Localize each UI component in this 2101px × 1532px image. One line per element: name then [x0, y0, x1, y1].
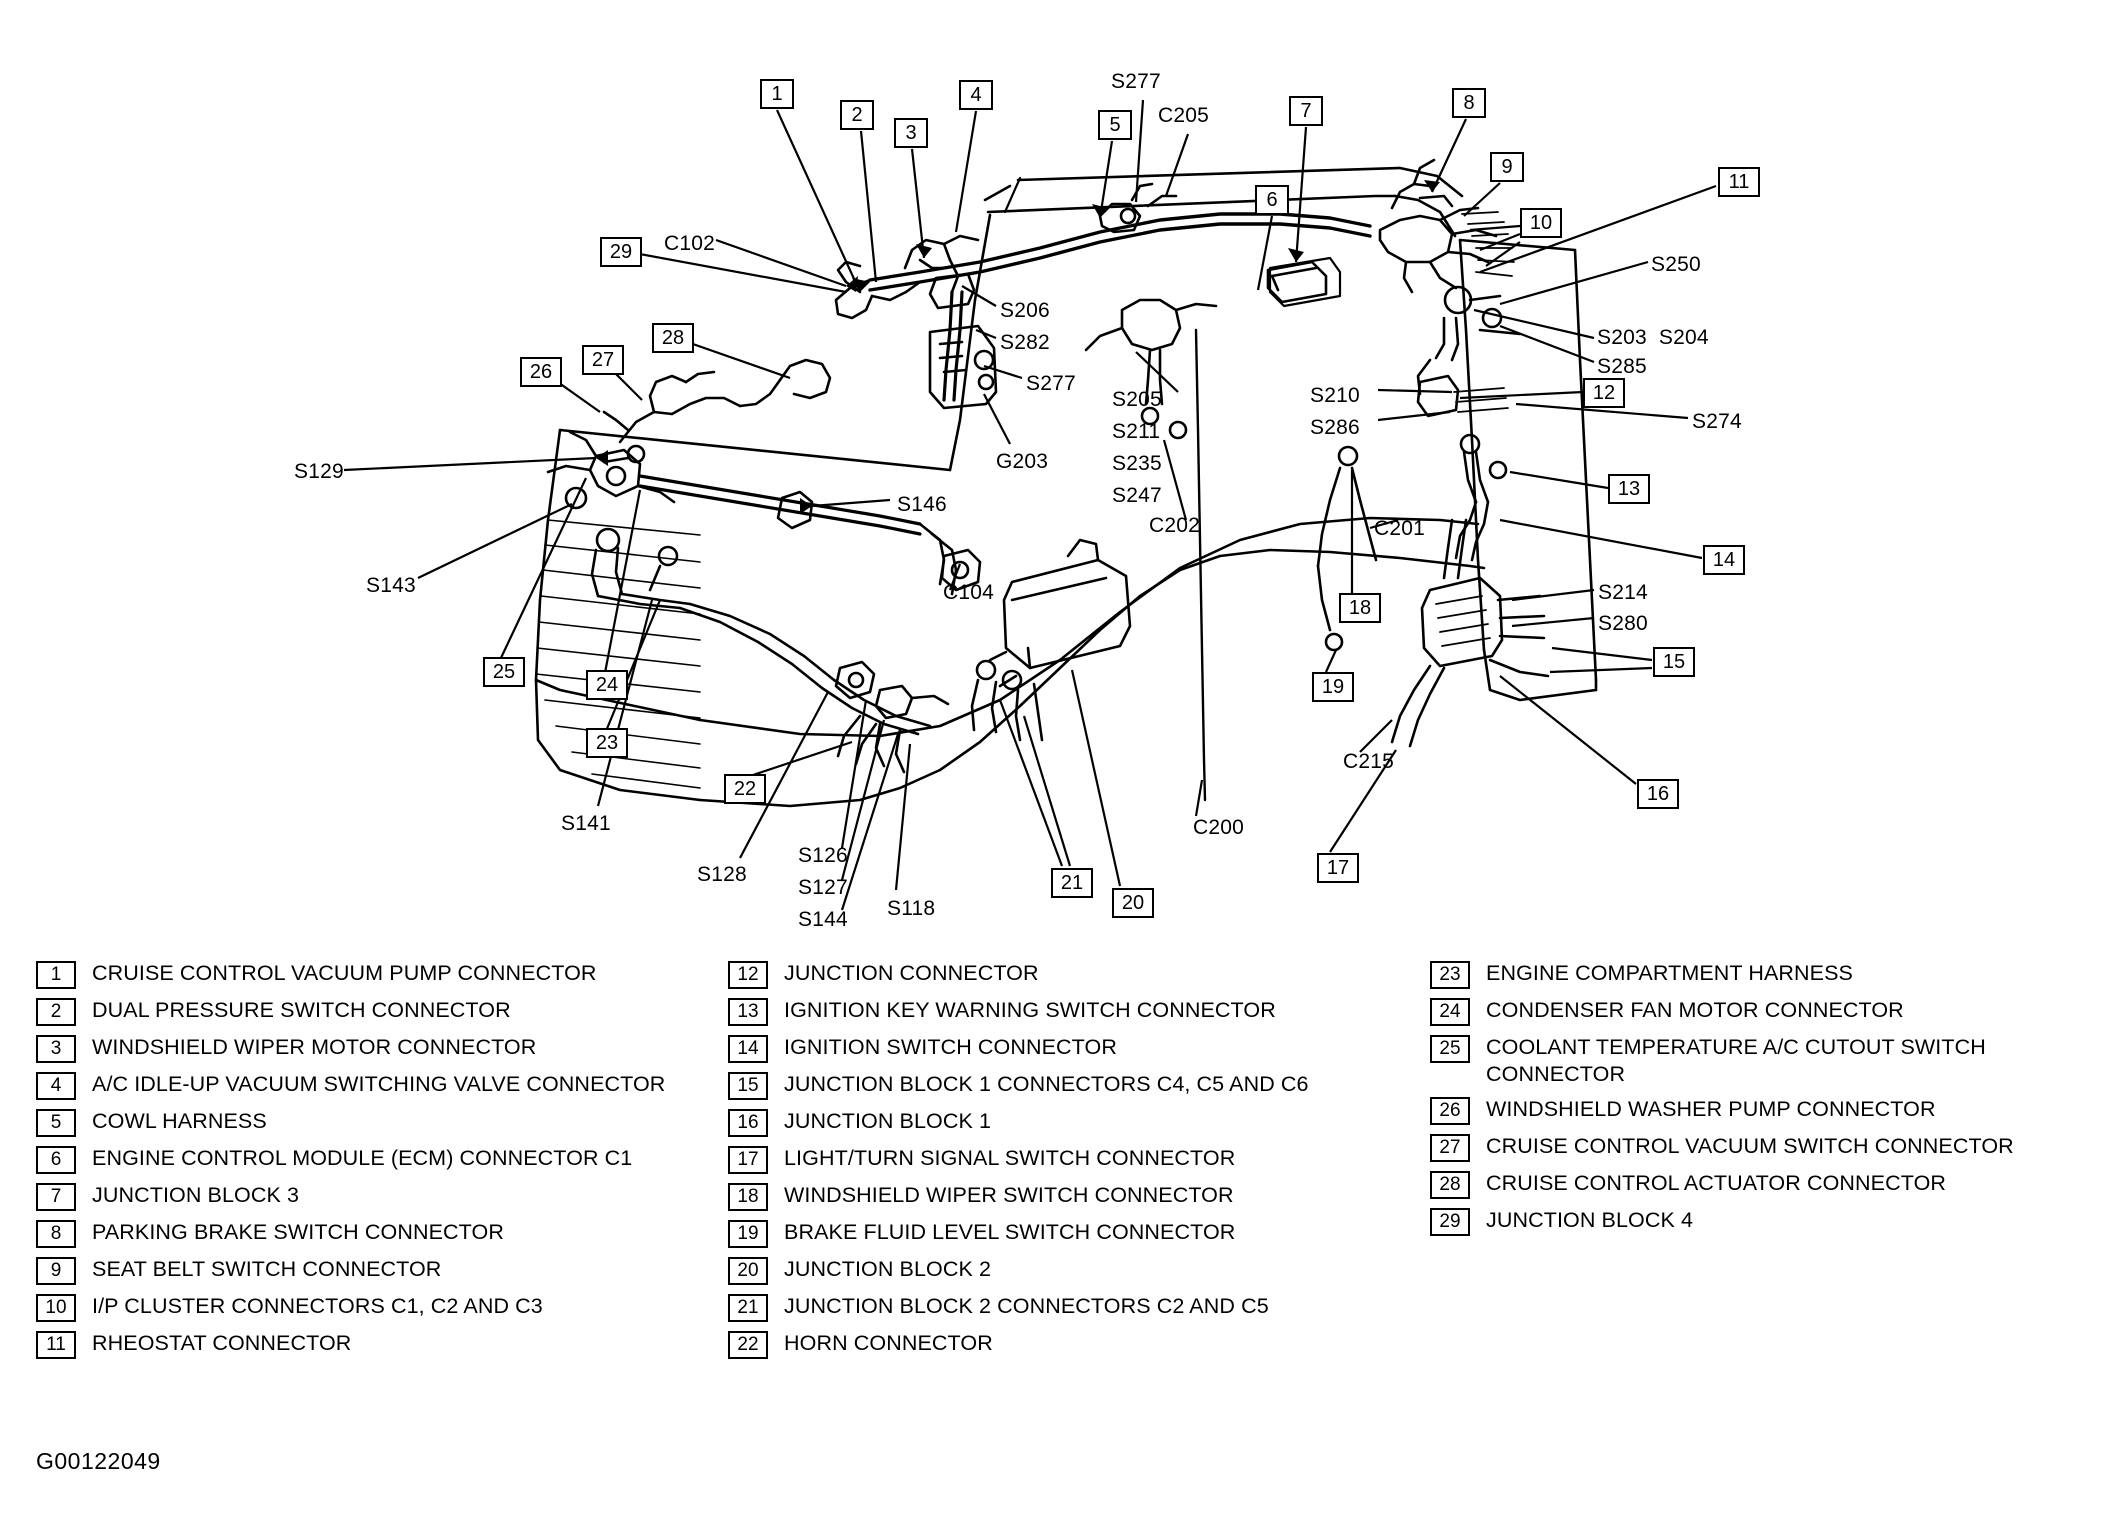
legend-number: 4: [36, 1072, 76, 1100]
legend-label: JUNCTION CONNECTOR: [784, 961, 1039, 985]
legend-label: HORN CONNECTOR: [784, 1331, 993, 1355]
legend-column-2: [728, 960, 1418, 1367]
callout-box: 1: [760, 79, 794, 109]
callout-box: 6: [1255, 185, 1289, 215]
diagram-label: S143: [366, 574, 416, 597]
legend-number: 25: [1430, 1035, 1470, 1063]
callout-box: 28: [652, 323, 694, 353]
legend-label: JUNCTION BLOCK 2 CONNECTORS C2 AND C5: [784, 1294, 1269, 1318]
legend-item: [728, 997, 1418, 1026]
diagram-label: S285: [1597, 355, 1647, 378]
legend-number: 15: [728, 1072, 768, 1100]
diagram-label: C200: [1193, 816, 1245, 839]
legend-item: [728, 1219, 1418, 1248]
legend-label: COOLANT TEMPERATURE A/C CUTOUT SWITCH CONNECTOR: [1486, 1035, 1986, 1086]
callout-box: 2: [840, 100, 874, 130]
diagram-label: C215: [1343, 750, 1395, 773]
legend-number: 11: [36, 1331, 76, 1359]
legend-item: [36, 997, 726, 1026]
legend-label: CRUISE CONTROL VACUUM PUMP CONNECTOR: [92, 961, 597, 985]
callout-box: 27: [582, 345, 624, 375]
diagram-label: S128: [697, 863, 747, 886]
diagram-label: S210: [1310, 384, 1360, 407]
legend-label: BRAKE FLUID LEVEL SWITCH CONNECTOR: [784, 1220, 1236, 1244]
diagram-label: S274: [1692, 410, 1742, 433]
legend: [0, 960, 2101, 1430]
legend-number: 21: [728, 1294, 768, 1322]
legend-label: A/C IDLE-UP VACUUM SWITCHING VALVE CONNECTOR: [92, 1072, 666, 1096]
legend-number: 6: [36, 1146, 76, 1174]
callout-box: 9: [1490, 152, 1524, 182]
legend-label: CONDENSER FAN MOTOR CONNECTOR: [1486, 998, 1904, 1022]
legend-item: [36, 1219, 726, 1248]
diagram-label: S118: [887, 897, 936, 920]
diagram-label: G203: [996, 450, 1049, 473]
callout-box: 21: [1051, 868, 1093, 898]
legend-label: IGNITION SWITCH CONNECTOR: [784, 1035, 1117, 1059]
diagram-label: S206: [1000, 299, 1050, 322]
legend-item: [728, 1330, 1418, 1359]
legend-item: [36, 1330, 726, 1359]
diagram-label: S211: [1112, 420, 1161, 443]
diagram-label: S235: [1112, 452, 1162, 475]
legend-item: [728, 1182, 1418, 1211]
legend-item: [1430, 1096, 2090, 1125]
legend-label: LIGHT/TURN SIGNAL SWITCH CONNECTOR: [784, 1146, 1236, 1170]
legend-column-3: [1430, 960, 2090, 1244]
diagram-label: S126: [798, 844, 848, 867]
legend-label: SEAT BELT SWITCH CONNECTOR: [92, 1257, 442, 1281]
legend-label: ENGINE CONTROL MODULE (ECM) CONNECTOR C1: [92, 1146, 633, 1170]
legend-label: COWL HARNESS: [92, 1109, 267, 1133]
legend-item: [728, 1145, 1418, 1174]
legend-number: 3: [36, 1035, 76, 1063]
diagram-label: S144: [798, 908, 848, 931]
legend-item: [1430, 1207, 2090, 1236]
legend-number: 23: [1430, 961, 1470, 989]
callout-box: 18: [1339, 593, 1381, 623]
callout-box: 5: [1098, 110, 1132, 140]
legend-number: 18: [728, 1183, 768, 1211]
legend-label: ENGINE COMPARTMENT HARNESS: [1486, 961, 1853, 985]
diagram-label: S141: [561, 812, 611, 835]
legend-item: [1430, 960, 2090, 989]
diagram-label: S203 S204: [1597, 326, 1709, 349]
legend-item: [1430, 1034, 2090, 1088]
diagram-label: C205: [1158, 104, 1210, 127]
callout-box: 3: [894, 118, 928, 148]
diagram-label: S286: [1310, 416, 1360, 439]
legend-number: 26: [1430, 1097, 1470, 1125]
legend-item: [36, 1256, 726, 1285]
legend-item: [36, 1071, 726, 1100]
callout-box: 20: [1112, 888, 1154, 918]
legend-label: JUNCTION BLOCK 1: [784, 1109, 992, 1133]
legend-label: JUNCTION BLOCK 3: [92, 1183, 300, 1207]
legend-number: 19: [728, 1220, 768, 1248]
diagram-label: C202: [1149, 514, 1201, 537]
legend-label: WINDSHIELD WIPER MOTOR CONNECTOR: [92, 1035, 537, 1059]
legend-number: 20: [728, 1257, 768, 1285]
callout-box: 25: [483, 657, 525, 687]
diagram-label: S250: [1651, 253, 1701, 276]
legend-item: [728, 960, 1418, 989]
legend-column-1: [36, 960, 726, 1367]
callout-box: 16: [1637, 779, 1679, 809]
callout-box: 8: [1452, 88, 1486, 118]
legend-label: RHEOSTAT CONNECTOR: [92, 1331, 352, 1355]
callout-box: 23: [586, 728, 628, 758]
legend-item: [36, 1145, 726, 1174]
legend-number: 17: [728, 1146, 768, 1174]
legend-item: [36, 1034, 726, 1063]
legend-number: 9: [36, 1257, 76, 1285]
callout-box: 22: [724, 774, 766, 804]
legend-label: JUNCTION BLOCK 1 CONNECTORS C4, C5 AND C6: [784, 1072, 1309, 1096]
legend-item: [1430, 1170, 2090, 1199]
legend-item: [36, 1293, 726, 1322]
legend-number: 13: [728, 998, 768, 1026]
legend-number: 29: [1430, 1208, 1470, 1236]
callout-box: 17: [1317, 853, 1359, 883]
legend-label: WINDSHIELD WIPER SWITCH CONNECTOR: [784, 1183, 1234, 1207]
legend-number: 28: [1430, 1171, 1470, 1199]
diagram-label: S282: [1000, 331, 1050, 354]
legend-number: 1: [36, 961, 76, 989]
diagram-label: S214: [1598, 581, 1648, 604]
legend-item: [728, 1256, 1418, 1285]
callout-box: 19: [1312, 672, 1354, 702]
legend-label: DUAL PRESSURE SWITCH CONNECTOR: [92, 998, 511, 1022]
callout-box: 15: [1653, 647, 1695, 677]
legend-number: 12: [728, 961, 768, 989]
legend-label: CRUISE CONTROL ACTUATOR CONNECTOR: [1486, 1171, 1947, 1195]
legend-label: I/P CLUSTER CONNECTORS C1, C2 AND C3: [92, 1294, 543, 1318]
legend-number: 10: [36, 1294, 76, 1322]
legend-item: [36, 1108, 726, 1137]
legend-label: CRUISE CONTROL VACUUM SWITCH CONNECTOR: [1486, 1134, 2014, 1158]
legend-number: 2: [36, 998, 76, 1026]
legend-number: 16: [728, 1109, 768, 1137]
callout-box: 24: [586, 670, 628, 700]
callout-box: 4: [959, 80, 993, 110]
legend-label: JUNCTION BLOCK 2: [784, 1257, 992, 1281]
diagram-label: S277: [1026, 372, 1076, 395]
legend-number: 14: [728, 1035, 768, 1063]
legend-number: 22: [728, 1331, 768, 1359]
diagram-label: S129: [294, 460, 344, 483]
legend-item: [36, 1182, 726, 1211]
legend-number: 24: [1430, 998, 1470, 1026]
figure-code: G00122049: [36, 1448, 161, 1474]
legend-number: 27: [1430, 1134, 1470, 1162]
callout-box: 29: [600, 237, 642, 267]
legend-label: JUNCTION BLOCK 4: [1486, 1208, 1694, 1232]
legend-item: [728, 1071, 1418, 1100]
legend-label: PARKING BRAKE SWITCH CONNECTOR: [92, 1220, 504, 1244]
diagram-label: S277: [1111, 70, 1161, 93]
callout-box: 11: [1718, 167, 1760, 197]
callout-box: 14: [1703, 545, 1745, 575]
diagram-label: C104: [943, 581, 995, 604]
callout-box: 12: [1583, 378, 1625, 408]
legend-item: [728, 1108, 1418, 1137]
diagram-label: S247: [1112, 484, 1162, 507]
legend-number: 7: [36, 1183, 76, 1211]
diagram-label: S127: [798, 876, 848, 899]
legend-item: [36, 960, 726, 989]
callout-box: 10: [1520, 208, 1562, 238]
legend-item: [728, 1293, 1418, 1322]
legend-item: [1430, 1133, 2090, 1162]
legend-number: 5: [36, 1109, 76, 1137]
legend-number: 8: [36, 1220, 76, 1248]
legend-item: [1430, 997, 2090, 1026]
diagram-label: S280: [1598, 612, 1648, 635]
diagram-label: S205: [1112, 388, 1162, 411]
legend-item: [728, 1034, 1418, 1063]
diagram-label: C102: [664, 232, 716, 255]
callout-box: 26: [520, 357, 562, 387]
callout-box: 13: [1608, 474, 1650, 504]
legend-label: IGNITION KEY WARNING SWITCH CONNECTOR: [784, 998, 1276, 1022]
legend-label: WINDSHIELD WASHER PUMP CONNECTOR: [1486, 1097, 1936, 1121]
diagram-label: C201: [1374, 517, 1426, 540]
diagram-label: S146: [897, 493, 947, 516]
callout-box: 7: [1289, 96, 1323, 126]
